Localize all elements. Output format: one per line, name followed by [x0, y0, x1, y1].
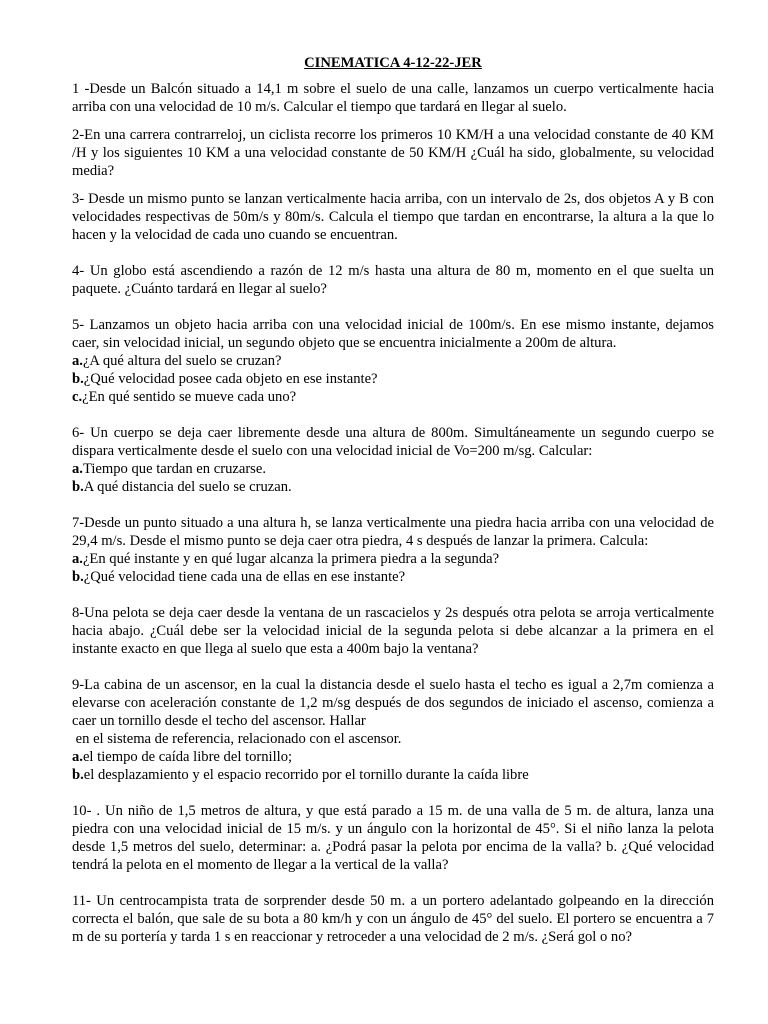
problem-2 — [72, 126, 714, 180]
sub-label: b. — [72, 569, 84, 585]
sub-text: Tiempo que tardan en cruzarse. — [82, 461, 266, 477]
problem-text: 1 -Desde un Balcón situado a 14,1 m sobre el suelo de una calle, lanzamos un cuerpo verticalmente hacia arriba con una velocidad de 10 m/s. Calcular el tiempo que tardará en llegar al suelo. — [72, 81, 714, 115]
sub-label: b. — [72, 767, 84, 783]
problem-text: 9-La cabina de un ascensor, en la cual la distancia desde el suelo hasta el techo es igual a 2,7m comienza a elevarse con aceleración constante de 1,2 m/sg después de dos segundos de iniciado el ascenso, comienza a caer un tornillo desde el techo del ascensor. Hallar — [72, 677, 714, 729]
problem-text: 2-En una carrera contrarreloj, un ciclista recorre los primeros 10 KM/H a una velocidad constante de 40 KM /H y los siguientes 10 KM a una velocidad constante de 50 KM/H ¿Cuál ha sido, globalmente, su velocidad media? — [72, 127, 714, 179]
sub-question-c — [72, 388, 714, 406]
sub-question-b — [72, 766, 714, 784]
problem-1 — [72, 80, 714, 116]
sub-question-a — [72, 748, 714, 766]
problem-text: 4- Un globo está ascendiendo a razón de 12 m/s hasta una altura de 80 m, momento en el que suelta un paquete. ¿Cuánto tardará en llegar al suelo? — [72, 263, 714, 297]
sub-text: el tiempo de caída libre del tornillo; — [82, 749, 293, 765]
sub-label: a. — [72, 353, 83, 369]
sub-question-b — [72, 568, 714, 586]
sub-label: b. — [72, 371, 84, 387]
sub-label: a. — [72, 461, 83, 477]
problem-text: 8-Una pelota se deja caer desde la ventana de un rascacielos y 2s después otra pelota se arroja verticalmente hacia abajo. ¿Cuál debe ser la velocidad inicial de la segunda pelota si debe alcanzar a la primera en el instante exacto en que llega al suelo que esta a 400m bajo la ventana? — [72, 605, 714, 657]
sub-question-b — [72, 370, 714, 388]
problem-7 — [72, 514, 714, 586]
sub-label: a. — [72, 749, 83, 765]
problem-4 — [72, 262, 714, 298]
problem-text: 5- Lanzamos un objeto hacia arriba con una velocidad inicial de 100m/s. En ese mismo instante, dejamos caer, sin velocidad inicial, un segundo objeto que se encuentra inicialmente a 200m de altura. — [72, 317, 714, 351]
document-title: CINEMATICA 4-12-22-JER — [304, 55, 482, 71]
sub-question-b — [72, 478, 714, 496]
problem-9 — [72, 676, 714, 784]
problem-10 — [72, 802, 714, 874]
problem-text: 6- Un cuerpo se deja caer libremente desde una altura de 800m. Simultáneamente un segundo cuerpo se dispara verticalmente desde el suelo con una velocidad inicial de Vo=200 m/sg. Calcular: — [72, 425, 714, 459]
sub-question-a — [72, 352, 714, 370]
problem-11 — [72, 892, 714, 946]
sub-text: A qué distancia del suelo se cruzan. — [83, 479, 292, 495]
sub-text: ¿Qué velocidad tiene cada una de ellas en ese instante? — [83, 569, 406, 585]
sub-label: c. — [72, 389, 83, 405]
problem-text: 7-Desde un punto situado a una altura h, se lanza verticalmente una piedra hacia arriba con una velocidad de 29,4 m/s. Desde el mismo punto se deja caer otra piedra, 4 s después de lanzar la primera. Calcula: — [72, 515, 714, 549]
sub-label: b. — [72, 479, 84, 495]
sub-question-a — [72, 460, 714, 478]
problem-text: 10- . Un niño de 1,5 metros de altura, y que está parado a 15 m. de una valla de 5 m. de altura, lanza una piedra con una velocidad inicial de 15 m/s. y un ángulo con la horizontal de 45°. Si el niño lanza la pelota desde 1,5 metros del suelo, determinar: a. ¿Podrá pasar la pelota por encima de la valla? b. ¿Qué velocidad tendrá la pelota en el momento de llegar a la vertical de la valla? — [72, 803, 714, 873]
sub-text: ¿Qué velocidad posee cada objeto en ese instante? — [83, 371, 378, 387]
sub-label: a. — [72, 551, 83, 567]
sub-text: ¿En qué sentido se mueve cada uno? — [82, 389, 297, 405]
sub-text: el desplazamiento y el espacio recorrido por el tornillo durante la caída libre — [83, 767, 529, 783]
problem-extra-line: en el sistema de referencia, relacionado con el ascensor. — [72, 731, 402, 747]
problem-text: 3- Desde un mismo punto se lanzan verticalmente hacia arriba, con un intervalo de 2s, dos objetos A y B con velocidades respectivas de 50m/s y 80m/s. Calcula el tiempo que tardan en encontrarse, la altura a la que lo hacen y la velocidad de cada uno cuando se encuentran. — [72, 191, 714, 243]
problem-6 — [72, 424, 714, 496]
sub-text: ¿A qué altura del suelo se cruzan? — [82, 353, 282, 369]
problem-text: 11- Un centrocampista trata de sorprender desde 50 m. a un portero adelantado golpeando en la dirección correcta el balón, que sale de su bota a 80 km/h y con un ángulo de 45° del suelo. El portero se encuentra a 7 m de su portería y tarda 1 s en reaccionar y retroceder a una velocidad de 2 m/s. ¿Será gol o no? — [72, 893, 714, 945]
problem-5 — [72, 316, 714, 406]
sub-question-a — [72, 550, 714, 568]
sub-text: ¿En qué instante y en qué lugar alcanza la primera piedra a la segunda? — [82, 551, 500, 567]
problem-8 — [72, 604, 714, 658]
problem-3 — [72, 190, 714, 244]
